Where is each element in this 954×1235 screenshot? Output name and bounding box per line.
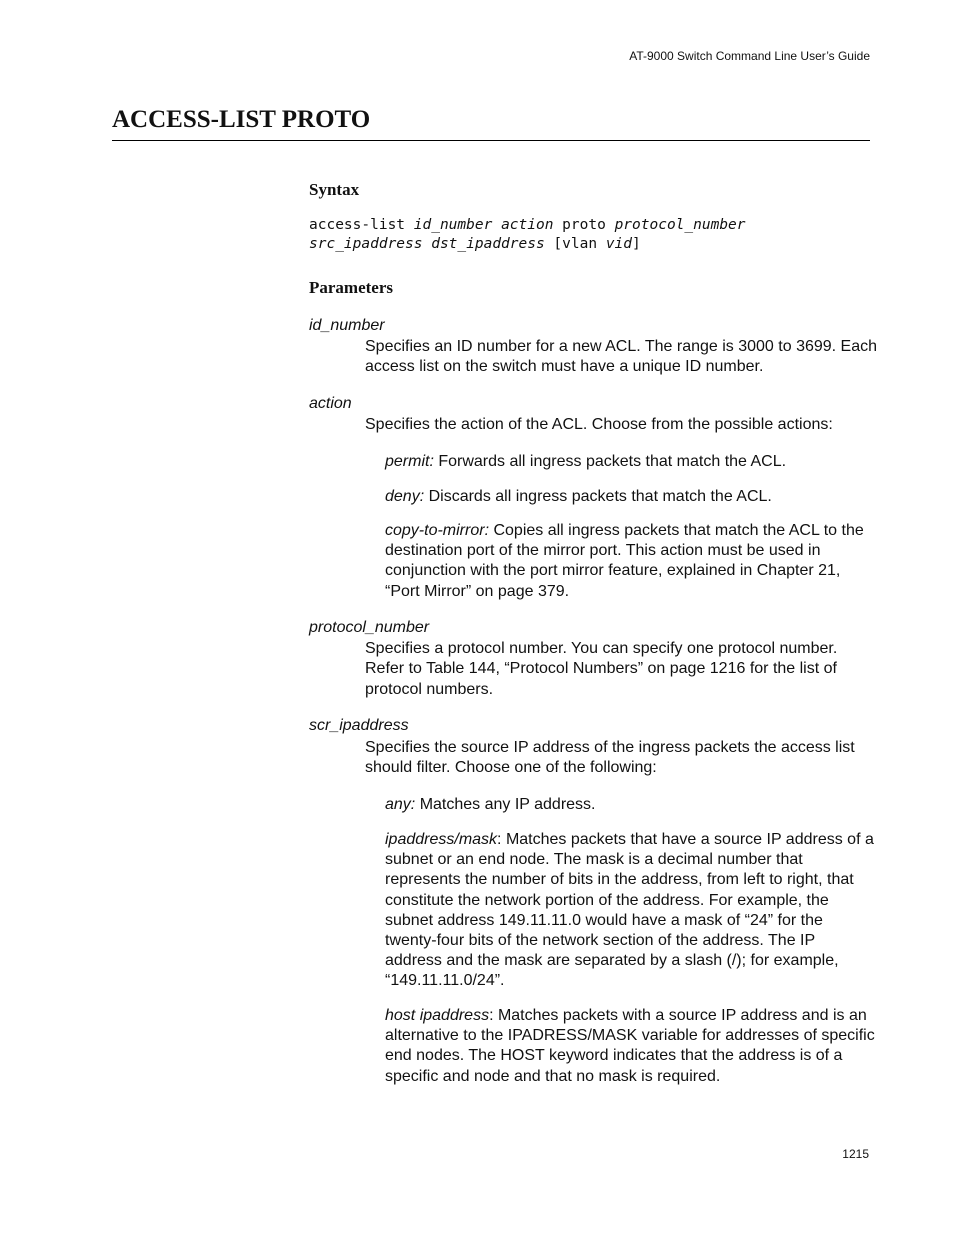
option-text: : Matches packets that have a source IP address of a subnet or an end node. The mask is a decimal number that represents the number of bits in the address, from left to right, that constitute the network portion of the address. For example, the subnet address 149.11.11.0 would have a mask of “24” for the twenty-four bits of the network section of the address. The IP address and the mask are separated by a slash (/); for example, “149.11.11.0/24”. [385, 831, 874, 990]
param-desc-id-number: Specifies an ID number for a new ACL. The range is 3000 to 3699. Each access list on the switch must have a unique ID number. [365, 338, 878, 376]
ip-option-any [385, 795, 875, 815]
parameters-heading: Parameters [309, 278, 394, 297]
option-text: Matches any IP address. [415, 796, 596, 813]
running-header: AT-9000 Switch Command Line User’s Guide [629, 49, 870, 63]
option-term: host ipaddress [385, 1007, 490, 1024]
syntax-segment: vid [605, 236, 633, 252]
syntax-heading: Syntax [309, 180, 360, 199]
action-option-deny [385, 487, 875, 507]
param-desc-action: Specifies the action of the ACL. Choose from the possible actions: [365, 416, 833, 433]
param-name-id-number: id_number [309, 317, 385, 334]
syntax-segment: src_ipaddress dst_ipaddress [309, 236, 545, 252]
title-divider [112, 140, 870, 141]
ip-option-host-ipaddress [385, 1006, 875, 1087]
param-name-action: action [309, 395, 352, 412]
syntax-segment: proto [553, 217, 615, 233]
option-text: Forwards all ingress packets that match the ACL. [433, 453, 787, 470]
action-option-copy-to-mirror [385, 521, 875, 602]
param-name-protocol-number: protocol_number [309, 619, 430, 636]
page-number: 1215 [842, 1147, 869, 1161]
option-term: copy-to-mirror: [385, 522, 490, 539]
syntax-line-2 [309, 236, 641, 252]
param-desc-protocol-number: Specifies a protocol number. You can specify one protocol number. Refer to Table 144, “Protocol Numbers” on page 1216 for the list of protocol numbers. [365, 640, 838, 698]
option-term: permit: [385, 453, 434, 470]
option-text: Discards all ingress packets that match the ACL. [424, 488, 772, 505]
syntax-segment: protocol_number [614, 217, 746, 233]
page-title: ACCESS-LIST PROTO [112, 106, 371, 133]
syntax-segment: [vlan [544, 236, 606, 252]
option-text: : Matches packets with a source IP address and is an alternative to the IPADRESS/MASK variable for addresses of specific end nodes. The HOST keyword indicates that the address is of a specific and node and that no mask is required. [385, 1007, 875, 1085]
syntax-segment: id_number action [413, 217, 554, 233]
option-text: Copies all ingress packets that match the ACL to the destination port of the mirror port. This action must be used in conjunction with the port mirror feature, explained in Chapter 21, “Port Mirror” on page 379. [385, 522, 864, 600]
syntax-segment: ] [632, 236, 641, 252]
param-name-scr-ipaddress: scr_ipaddress [309, 717, 409, 734]
action-option-permit [385, 452, 875, 472]
option-term: deny: [385, 488, 425, 505]
param-desc-scr-ipaddress: Specifies the source IP address of the ingress packets the access list should filter. Choose one of the following: [365, 739, 855, 777]
option-term: any: [385, 796, 416, 813]
option-term: ipaddress/mask [385, 831, 498, 848]
syntax-segment: access-list [309, 217, 414, 233]
syntax-line-1 [309, 217, 746, 233]
ip-option-ipaddress-mask [385, 830, 875, 992]
